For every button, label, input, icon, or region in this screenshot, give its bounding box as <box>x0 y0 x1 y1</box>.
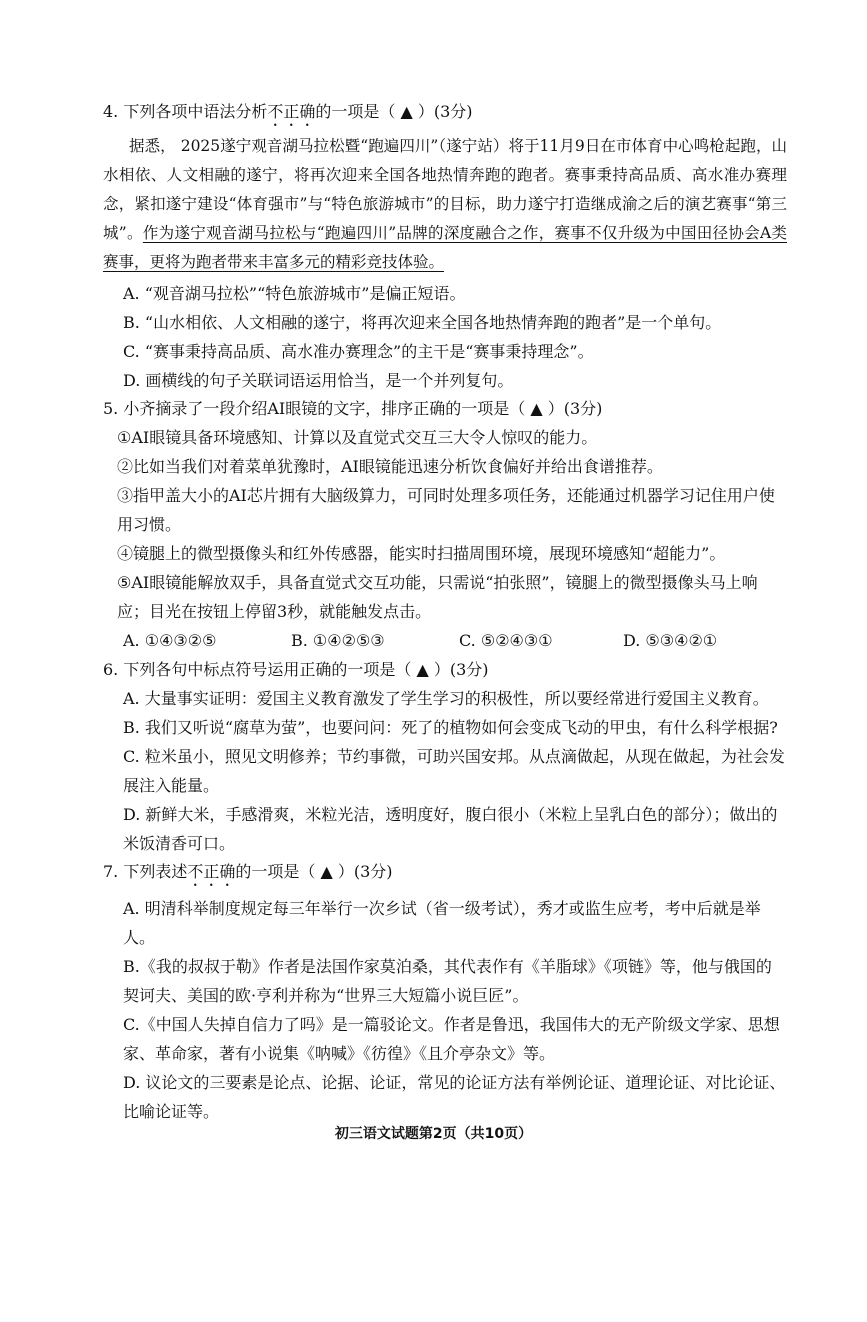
q7-option-c: C.《中国人失掉自信力了吗》是一篇驳论文。作者是鲁迅，我国伟大的无产阶级文学家、思想家、革命家，著有小说集《呐喊》《彷徨》《且介亭杂文》等。 <box>123 1015 780 1063</box>
q7-option-a: A. 明清科举制度规定每三年举行一次乡试（省一级考试），秀才或监生应考，考中后就是举人。 <box>123 899 761 947</box>
question-4-heading <box>103 98 787 130</box>
q4-option-a: A. “观音湖马拉松”“特色旅游城市”是偏正短语。 <box>123 284 466 303</box>
q5-item-5: ⑤AI眼镜能解放双手，具备直觉式交互功能，只需说“拍张照”，镜腿上的微型摄像头马上响应；目光在按钮上停留3秒，就能触发点击。 <box>117 573 758 621</box>
question-7-heading <box>103 858 787 890</box>
question-6-heading: 6. 下列各句中标点符号运用正确的一项是（ ▲ ）(3分) <box>103 660 489 679</box>
q4-head-post: 的一项是（ ▲ ）(3分) <box>315 102 473 121</box>
q4-option-d: D. 画横线的句子关联词语运用恰当，是一个并列复句。 <box>123 371 514 390</box>
q4-option-c: C. “赛事秉持高品质、高水准办赛理念”的主干是“赛事秉持理念”。 <box>123 342 594 361</box>
q4-head-pre: 4. 下列各项中语法分析 <box>103 102 268 121</box>
q5-item-4: ④镜腿上的微型摄像头和红外传感器，能实时扫描周围环境，展现环境感知“超能力”。 <box>117 544 726 563</box>
q5-choice-d: D. ⑤③④②① <box>623 631 718 650</box>
q5-choice-b: B. ①④②⑤③ <box>291 631 385 650</box>
question-5-heading: 5. 小齐摘录了一段介绍AI眼镜的文字，排序正确的一项是（ ▲ ）(3分) <box>103 399 603 418</box>
q6-option-c: C. 粒米虽小，照见文明修养；节约事微，可助兴国安邦。从点滴做起，从现在做起，为社会发展注入能量。 <box>123 747 785 795</box>
q7-option-b: B.《我的叔叔于勒》作者是法国作家莫泊桑，其代表作有《羊脂球》《项链》等，他与俄国的契诃夫、美国的欧·亨利并称为“世界三大短篇小说巨匠”。 <box>123 957 772 1005</box>
q6-option-a: A. 大量事实证明：爱国主义教育激发了学生学习的积极性，所以要经常进行爱国主义教育。 <box>123 689 769 708</box>
q7-head-pre: 7. 下列表述 <box>103 862 188 881</box>
q5-choice-c: C. ⑤②④③① <box>459 631 553 650</box>
q5-choices <box>103 626 787 656</box>
q7-head-emphasis: 不正确 <box>187 862 236 881</box>
q4-head-emphasis: 不正确 <box>267 102 316 121</box>
q6-option-b: B. 我们又听说“腐草为萤”，也要问问：死了的植物如何会变成飞动的甲虫，有什么科学根据? <box>123 718 778 737</box>
q4-option-b: B. “山水相依、人文相融的遂宁，将再次迎来全国各地热情奔跑的跑者”是一个单句。 <box>123 313 722 332</box>
question-4-passage <box>103 132 787 277</box>
page-footer: 初三语文试题第2页（共10页） <box>334 1126 533 1142</box>
q5-choice-a: A. ①④③②⑤ <box>123 631 217 650</box>
q4-underlined-sentence: 作为遂宁观音湖马拉松与“跑遍四川”品牌的深度融合之作，赛事不仅升级为中国田径协会A类赛事，更将为跑者带来丰富多元的精彩竞技体验。 <box>103 224 787 271</box>
q4-passage-text: 据悉， 2025遂宁观音湖马拉松暨“跑遍四川”（遂宁站）将于11月9日在市体育中心鸣枪起跑，山水相依、人文相融的遂宁，将再次迎来全国各地热情奔跑的跑者。赛事秉持高品质、高水准办赛理念，紧扣遂宁建设“体育强市”与“特色旅游城市”的目标，助力遂宁打造继成渝之后的演艺赛事“第三城”。 <box>103 137 787 242</box>
q7-option-d: D. 议论文的三要素是论点、论据、论证，常见的论证方法有举例论证、道理论证、对比论证、比喻论证等。 <box>123 1073 786 1121</box>
q6-option-d: D. 新鲜大米，手感滑爽，米粒光洁，透明度好，腹白很小（米粒上呈乳白色的部分）；做出的米饭清香可口。 <box>123 805 778 853</box>
q7-head-post: 的一项是（ ▲ ）(3分) <box>235 862 393 881</box>
q5-item-3: ③指甲盖大小的AI芯片拥有大脑级算力，可同时处理多项任务，还能通过机器学习记住用户使用习惯。 <box>117 486 775 534</box>
q5-item-1: ①AI眼镜具备环境感知、计算以及直觉式交互三大令人惊叹的能力。 <box>117 428 598 447</box>
q5-item-2: ②比如当我们对着菜单犹豫时，AI眼镜能迅速分析饮食偏好并给出食谱推荐。 <box>117 457 663 476</box>
